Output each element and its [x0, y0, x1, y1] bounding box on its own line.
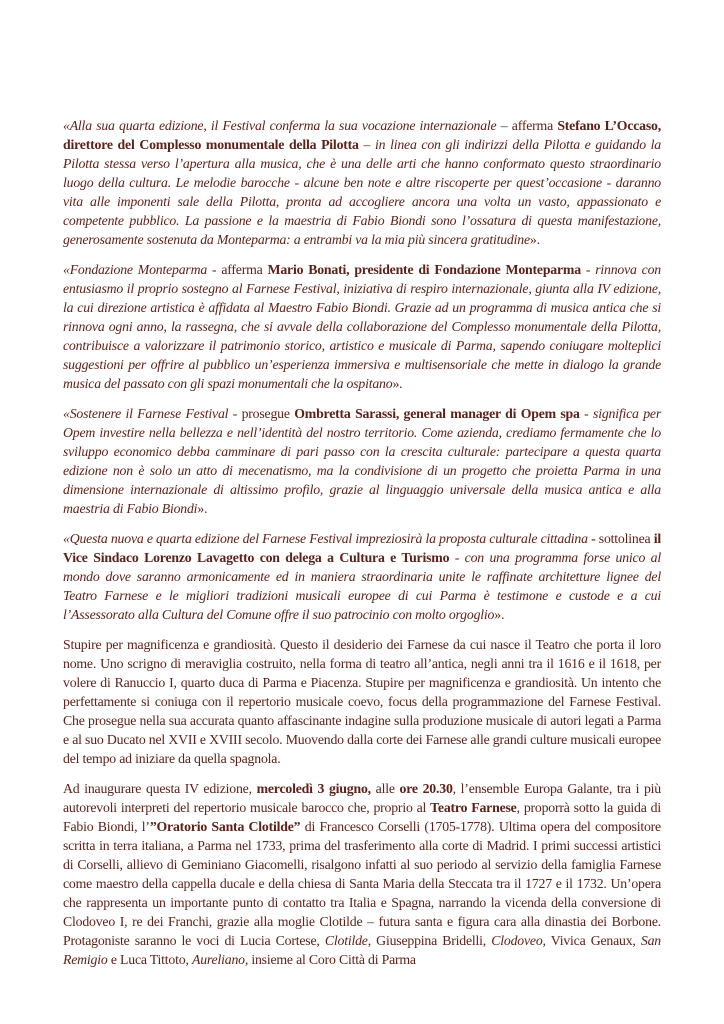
document-body	[63, 116, 661, 980]
text-run: Stupire per magnificenza e grandiosità. Questo il desiderio dei Farnese da cui nasce il Teatro che porta il loro nome. Uno scrigno di meraviglia costruito, nella forma di teatro all’antica, negli anni tra il 1616 e il 1618, per volere di Ranuccio I, quarto duca di Parma e Piacenza. Stupire per magnificenza e grandiosità. Un intento che perfettamente si coniuga con il repertorio musicale coevo, focus della programmazione del Farnese Festival. Che prosegue nella sua accurata quanto affascinante indagine sulla produzione musicale di autori legati a Parma e al suo Ducato nel XVII e XVIII secolo. Muovendo dalla corte dei Farnese alle grandi culture musicali europee del tempo ad iniziare da quella spagnola.	[63, 637, 661, 766]
text-run: «Alla sua quarta edizione, il Festival conferma la sua vocazione internazionale	[63, 118, 497, 133]
paragraph-5	[63, 635, 661, 768]
text-run: «Questa nuova e quarta edizione del Farnese Festival impreziosirà la proposta culturale cittadina	[63, 531, 592, 546]
text-run: ».	[197, 501, 208, 516]
text-run: San Remigio	[63, 933, 662, 967]
paragraph-3	[63, 404, 661, 518]
text-run: – afferma	[496, 118, 558, 133]
text-run: - afferma	[207, 262, 268, 277]
text-run: sottolinea	[595, 531, 654, 546]
paragraph-2	[63, 260, 661, 393]
text-run: -	[591, 531, 596, 546]
paragraph-4	[63, 529, 661, 624]
text-run: –	[358, 137, 375, 152]
text-run: Clodoveo,	[491, 933, 546, 948]
text-run: significa per Opem investire nella bellezza e nell’identità del nostro territorio. Come azienda, crediamo fermamente che lo sviluppo economico debba camminare di pari passo con la crescita culturale: partecipare a questa quarta edizione non è solo un atto di mecenatismo, ma la condivisione di un progetto che proietta Parma in una dimensione internazionale di altissimo profilo, grazie al linguaggio universale della musica antica e alla maestria di Fabio Biondi	[63, 406, 661, 516]
text-run: Vivica Genaux,	[545, 933, 641, 948]
text-run: Ad inaugurare questa IV edizione,	[63, 781, 257, 796]
text-run: «Fondazione Monteparma	[63, 262, 208, 277]
text-run: il Vice Sindaco Lorenzo Lavagetto con delega a Cultura e Turismo	[63, 531, 661, 565]
text-run: - prosegue	[228, 406, 295, 421]
text-run: ».	[529, 232, 540, 247]
text-run: e Luca Tittoto,	[107, 952, 192, 967]
text-run: mercoledì 3 giugno,	[256, 781, 371, 796]
text-run: «Sostenere il Farnese Festival	[63, 406, 229, 421]
text-run: Clotilde	[324, 933, 368, 948]
text-run: , l’ensemble Europa Galante, tra i più autorevoli interpreti del repertorio musicale barocco che, proprio al	[63, 781, 661, 815]
text-run: di Francesco Corselli (1705-1778). Ultima opera del compositore scritta in terra italiana, a Parma nel 1733, prima del trasferimento alla corte di Madrid. I primi successi artistici di Corselli, allievo di Geminiano Giacomelli, risalgono infatti al suo periodo al servizio della famiglia Farnese come maestro della cappella ducale e della chiesa di Santa Maria della Steccata tra il 1727 e il 1732. Un’opera che rappresenta un importante punto di contatto tra Italia e Spagna, narrando la vicenda della conversione di Clodoveo I, re dei Franchi, grazie alla moglie Clotilde – futura santa e figura cara alla dinastia dei Borbone. Protagoniste saranno le voci di Lucia Cortese,	[63, 819, 661, 948]
text-run: -	[449, 550, 465, 565]
text-run: -	[579, 406, 594, 421]
text-run: ».	[392, 376, 403, 391]
text-run: rinnova con entusiasmo il proprio sostegno al Farnese Festival, iniziativa di respiro internazionale, giunta alla IV edizione, la cui direzione artistica è affidata al Maestro Fabio Biondi. Grazie ad un programma di musica antica che si rinnova ogni anno, la rassegna, che si avvale della collaborazione del Complesso monumentale della Pilotta, contribuisce a valorizzare il patrimonio storico, artistico e musicale di Parma, sapendo coniugare molteplici suggestioni per offrire al pubblico un’esperienza immersiva e multisensoriale che mette in dialogo la grande musica del passato con gli spazi monumentali che la ospitano	[63, 262, 661, 391]
text-run: in linea con gli indirizzi della Pilotta e guidando la Pilotta stessa verso l’apertura alla musica, che è una delle arti che hanno conformato questo straordinario luogo della cultura. Le melodie barocche - alcune ben note e altre riscoperte per quest’occasione - daranno vita alle imponenti sale della Pilotta, pronta ad accogliere ancora una volta un vasto, appassionato e competente pubblico. La passione e la maestria di Fabio Biondi sono l’ossatura di questa manifestazione, generosamente sostenuta da Monteparma: a entrambi va la mia più sincera gratitudine	[63, 137, 661, 247]
text-run: Stefano L’Occaso, direttore del Complesso monumentale della Pilotta	[63, 118, 661, 152]
text-run: Ombretta Sarassi, general manager di Opem spa	[294, 406, 580, 421]
text-run: Aureliano,	[191, 952, 249, 967]
text-run: ”Oratorio Santa Clotilde”	[149, 819, 301, 834]
text-run: , proporrà sotto la guida di Fabio Biondi, l’	[63, 800, 661, 834]
paragraph-1	[63, 116, 661, 249]
paragraph-6	[63, 779, 661, 969]
text-run: Mario Bonati, presidente di Fondazione Monteparma	[267, 262, 581, 277]
text-run: , Giuseppina Bridelli,	[367, 933, 492, 948]
text-run: insieme al Coro Città di Parma	[248, 952, 416, 967]
text-run: con una programma forse unico al mondo dove saranno armonicamente ed in maniera straordinaria unite le raffinate architetture lignee del Teatro Farnese e le migliori tradizioni musicali europee di cui Parma è testimone e custode e a cui l’Assessorato alla Cultura del Comune offre il suo patrocinio con molto orgoglio	[63, 550, 661, 622]
text-run: ore 20.30	[399, 781, 453, 796]
text-run: Teatro Farnese	[430, 800, 517, 815]
text-run: ».	[494, 607, 505, 622]
text-run: -	[580, 262, 596, 277]
text-run: alle	[370, 781, 400, 796]
